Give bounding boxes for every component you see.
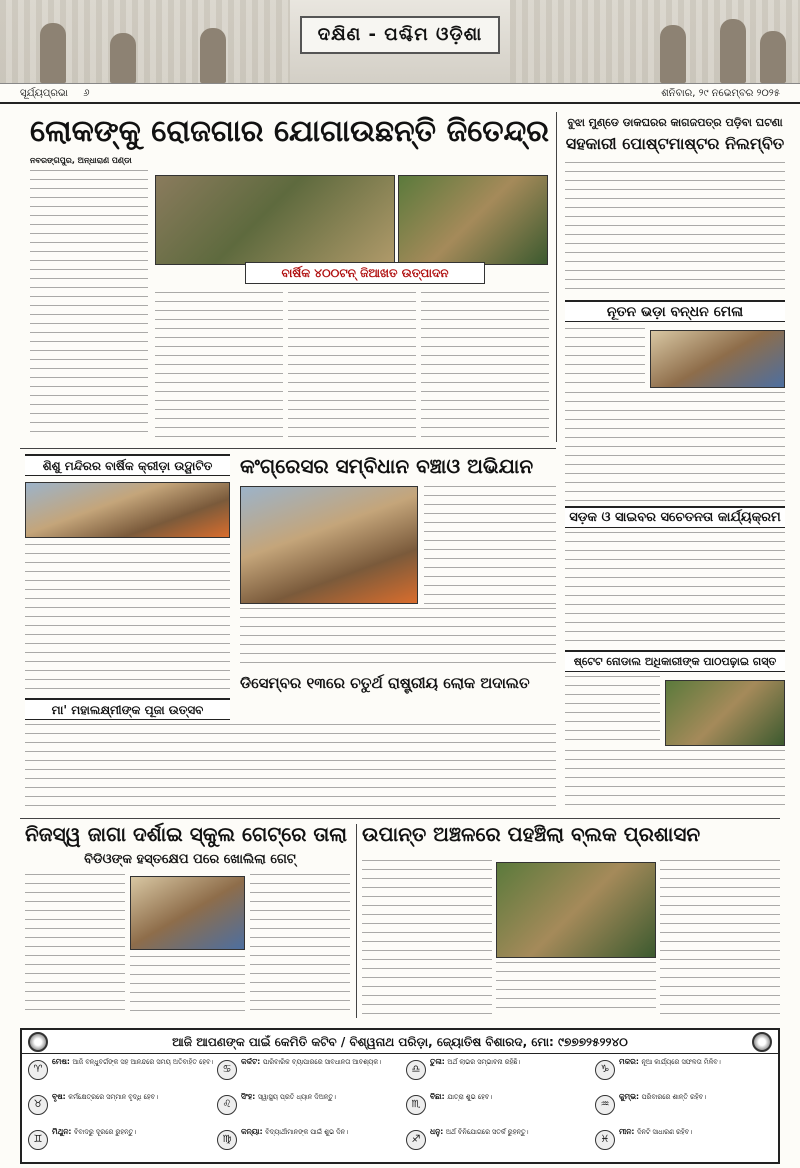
block-body-center	[496, 962, 656, 1014]
school-photo	[130, 876, 245, 950]
fair-body-intro	[565, 328, 645, 388]
school-body-center	[130, 956, 245, 1014]
horoscope-title: ଆଜି ଆପଣଙ୍କ ପାଇଁ କେମିତି କଟିବ / ବିଶ୍ୱନାଥ ପରିଡ଼ା, ଜ୍ୟୋତିଷ ବିଶାରଦ, ମୋ: ୯୭୭୭୨୫୨୨୪୦	[22, 1030, 778, 1054]
block-photo	[496, 862, 656, 958]
sign-prediction: ଅର୍ଥ ଲାଭର ସମ୍ଭାବନା ରହିଛି।	[447, 1058, 521, 1066]
banner-figure	[40, 23, 66, 83]
school-body-left	[25, 874, 125, 1014]
issue-date: ଶନିବାର, ୨୯ ନଭେମ୍ବର ୨୦୨୫	[661, 88, 780, 99]
lead-photo-caption: ବାର୍ଷିକ ୪୦୦ଟନ୍ ଜିଆଖତ ଉତ୍ପାଦନ	[245, 262, 485, 284]
school-subhead: ବିଡିଓଙ୍କ ହସ୍ତକ୍ଷେପ ପରେ ଖୋଲିଲା ଗେଟ୍	[84, 852, 296, 867]
sign-name: ମେଷ:	[52, 1058, 73, 1066]
zodiac-sign-icon: ♈	[28, 1060, 48, 1080]
zodiac-sign-icon: ♋	[217, 1060, 237, 1080]
sign-prediction: ବିଦ୍ୟାର୍ଥୀମାନଙ୍କ ପାଇଁ ଶୁଭ ଦିନ।	[265, 1128, 349, 1136]
adalat-headline: ଡିସେମ୍ବର ୧୩ରେ ଚତୁର୍ଥ ରାଷ୍ଟ୍ରୀୟ ଲୋକ ଅଦାଲତ	[240, 674, 530, 692]
sports-photo	[25, 482, 230, 538]
lead-body-column-2	[155, 292, 283, 442]
lead-body-column-4	[421, 292, 549, 442]
postmaster-kicker: ବୁଝା ମୁଣ୍ଡେ ଡାକଘରର କାଗଜପତ୍ର ପଡ଼ିବା ଘଟଣା	[567, 116, 783, 129]
zodiac-sign-icon: ♉	[28, 1095, 48, 1115]
sports-headline: ଶିଶୁ ମନ୍ଦିରର ବାର୍ଷିକ କ୍ରୀଡ଼ା ଉଦ୍ଘାଟିତ	[25, 454, 230, 476]
zodiac-sign-icon: ♑	[595, 1060, 615, 1080]
block-body-left	[362, 860, 492, 1014]
awareness-headline: ସଡ଼କ ଓ ସାଇବର ସଚେତନତା କାର୍ଯ୍ୟକ୍ରମ	[565, 506, 785, 528]
sign-prediction: ଦିନଟି ସାଧାରଣ ରହିବ।	[637, 1128, 693, 1136]
section-divider	[20, 818, 780, 819]
postmaster-body	[565, 162, 785, 294]
fair-headline: ନୂତନ ଭଡ଼ା ବନ୍ଧନ ମେଳା	[565, 300, 785, 322]
sign-prediction: ପରିବାରରେ ଶାନ୍ତି ରହିବ।	[641, 1093, 707, 1101]
section-title: ଦକ୍ଷିଣ - ପଶ୍ଚିମ ଓଡ଼ିଶା	[300, 16, 500, 54]
horoscope-sign	[215, 1128, 405, 1164]
banner-figure	[200, 28, 226, 83]
block-body-right	[660, 860, 780, 1014]
banner-figure	[110, 33, 136, 83]
zodiac-sign-icon: ♏	[406, 1095, 426, 1115]
sign-prediction: ସ୍ୱାସ୍ଥ୍ୟ ପ୍ରତି ଧ୍ୟାନ ଦିଅନ୍ତୁ।	[257, 1093, 336, 1101]
congress-body	[240, 608, 556, 668]
sign-name: ଧନୁ:	[430, 1128, 446, 1136]
postmaster-headline: ସହକାରୀ ପୋଷ୍ଟମାଷ୍ଟର ନିଲମ୍ବିତ	[565, 134, 785, 153]
sign-name: ସିଂହ:	[241, 1093, 258, 1101]
sign-prediction: ଯାତ୍ରା ଶୁଭ ହେବ।	[447, 1093, 493, 1101]
page-number: ୬	[83, 88, 90, 99]
banner-photo-right	[510, 0, 800, 84]
sign-prediction: ବିବାଦରୁ ଦୂରରେ ରୁହନ୍ତୁ।	[74, 1128, 137, 1136]
nodal-body-intro	[565, 676, 660, 746]
banner-figure	[760, 31, 786, 83]
sign-name: ମକର:	[619, 1058, 642, 1066]
puja-headline: ମା' ମହାଲକ୍ଷ୍ମୀଙ୍କ ପୂଜା ଉତ୍ସବ	[25, 698, 230, 720]
zodiac-sign-icon: ♍	[217, 1130, 237, 1150]
school-body-right	[250, 874, 350, 1014]
horoscope-sign	[26, 1058, 216, 1094]
horoscope-box	[20, 1028, 780, 1164]
congress-body-right	[424, 486, 556, 604]
congress-headline: କଂଗ୍ରେସର ସମ୍ବିଧାନ ବଞ୍ଚାଓ ଅଭିଯାନ	[240, 454, 534, 478]
horoscope-sign	[404, 1128, 594, 1164]
sign-name: କର୍କଟ:	[241, 1058, 263, 1066]
sign-prediction: ଆଜି ବନ୍ଧୁବର୍ଗଙ୍କ ସହ ଆନନ୍ଦରେ ସମୟ ଅତିବାହିତ ହେବ।	[72, 1058, 214, 1066]
sign-name: କୁମ୍ଭ:	[619, 1093, 642, 1101]
horoscope-sign	[26, 1128, 216, 1164]
sign-prediction: ଅର୍ଥ ବିନିଯୋଗରେ ସତର୍କ ରୁହନ୍ତୁ।	[445, 1128, 529, 1136]
banner-figure	[720, 19, 746, 83]
horoscope-sign	[26, 1093, 216, 1129]
lead-body-column-1	[30, 170, 148, 440]
sign-name: ମୀନ:	[619, 1128, 638, 1136]
sign-name: ତୁଳା:	[430, 1058, 448, 1066]
awareness-body	[565, 532, 785, 642]
horoscope-sign	[593, 1058, 783, 1094]
nodal-headline: ଷ୍ଟେଟ ନୋଡାଲ ଅଧିକାରୀଙ୍କ ପାଠପଢ଼ାଇ ଗସ୍ତ	[565, 650, 785, 672]
zodiac-sign-icon: ♊	[28, 1130, 48, 1150]
section-divider	[20, 448, 556, 449]
column-divider	[356, 824, 357, 1018]
nodal-photo	[665, 680, 785, 746]
zodiac-sign-icon: ♎	[406, 1060, 426, 1080]
banner-figure	[660, 25, 686, 83]
lead-photo-compost	[398, 175, 548, 265]
horoscope-sign	[404, 1058, 594, 1094]
school-headline: ନିଜସ୍ୱ ଜାଗା ଦର୍ଶାଇ ସ୍କୁଲ ଗେଟ୍‌ରେ ତାଲା	[25, 822, 347, 846]
zodiac-sign-icon: ♒	[595, 1095, 615, 1115]
sports-body	[25, 544, 230, 692]
zodiac-sign-icon: ♌	[217, 1095, 237, 1115]
dateline-bar	[0, 84, 800, 104]
block-headline: ଉପାନ୍ତ ଅଞ୍ଚଳରେ ପହଞ୍ଚିଲା ବ୍ଲକ ପ୍ରଶାସନ	[362, 822, 701, 846]
horoscope-sign	[215, 1058, 405, 1094]
sign-prediction: ନୂଆ କାର୍ଯ୍ୟରେ ସଫଳତା ମିଳିବ।	[641, 1058, 721, 1066]
sign-name: ବିଛା:	[430, 1093, 448, 1101]
congress-photo	[240, 486, 418, 604]
horoscope-sign	[215, 1093, 405, 1129]
lead-photo-farm	[155, 175, 395, 265]
zodiac-sign-icon: ♐	[406, 1130, 426, 1150]
sign-name: ବୃଷ:	[52, 1093, 69, 1101]
horoscope-sign	[593, 1093, 783, 1129]
sign-name: କନ୍ୟା:	[241, 1128, 266, 1136]
fair-photo	[650, 330, 785, 388]
nodal-body	[565, 750, 785, 812]
fair-body	[565, 392, 785, 502]
horoscope-sign	[404, 1093, 594, 1129]
lead-body-column-3	[288, 292, 416, 442]
column-divider	[556, 112, 557, 442]
sign-prediction: କର୍ମକ୍ଷେତ୍ରରେ ସମ୍ମାନ ବୃଦ୍ଧି ହେବ।	[68, 1093, 159, 1101]
horoscope-sign	[593, 1128, 783, 1164]
zodiac-sign-icon: ♓	[595, 1130, 615, 1150]
sign-prediction: ପାରିବାରିକ ବ୍ୟାପାରରେ ସାବଧାନତା ଆବଶ୍ୟକ।	[262, 1058, 382, 1066]
lead-headline: ଲୋକଙ୍କୁ ରୋଜଗାର ଯୋଗାଉଛନ୍ତି ଜିତେନ୍ଦ୍ର	[30, 114, 549, 149]
paper-name: ସୂର୍ଯ୍ୟପ୍ରଭା	[20, 88, 69, 99]
sign-name: ମିଥୁନ:	[52, 1128, 74, 1136]
adalat-and-puja-body	[25, 724, 556, 814]
lead-byline: ନବରଙ୍ଗପୁର, ଅନ୍ଧାରାଣ ପଣ୍ଡା	[30, 156, 132, 165]
